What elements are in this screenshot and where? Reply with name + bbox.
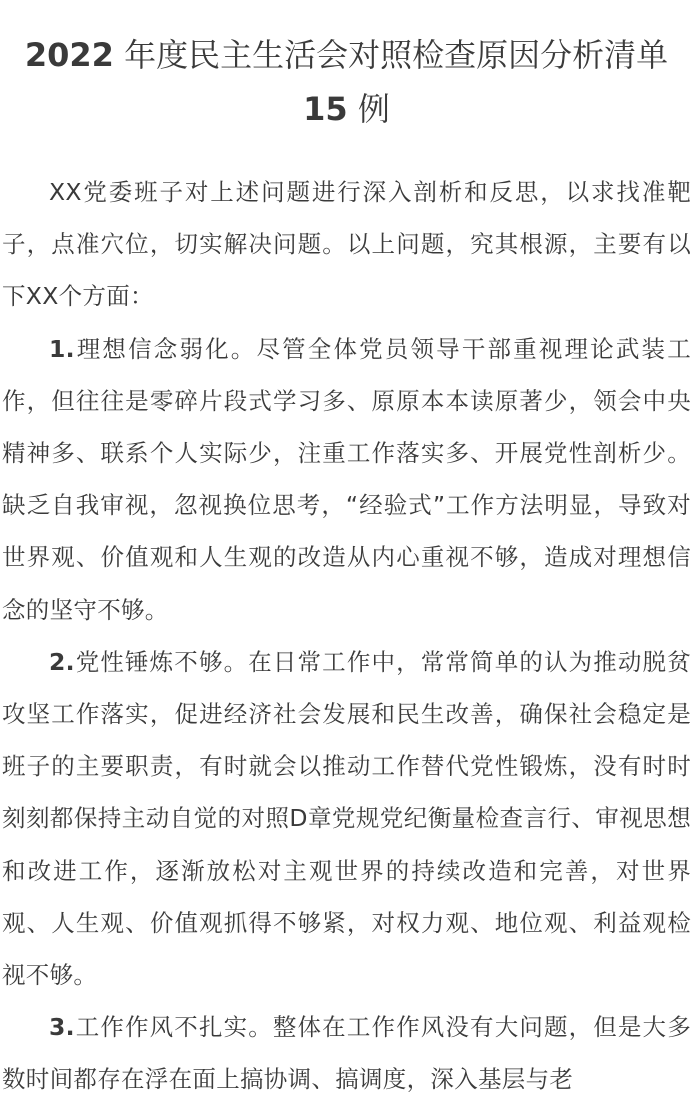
reason-number: 2.: [49, 647, 75, 676]
title-text: 年度民主生活会对照检查原因分析清单: [124, 36, 669, 74]
reason-text: 党性锤炼不够。在日常工作中，常常简单的认为推动脱贫攻坚工作落实，促进经济社会发展和民生改善，确保社会稳定是班子的主要职责，有时就会以推动工作替代党性锻炼，没有时时刻刻都保持主动自觉的对照D章党规党纪衡量检查言行、审视思想和改进工作，逐渐放松对主观世界的持续改造和完善，对世界观、人生观、价值观抓得不够紧，对权力观、地位观、利益观检视不够。: [2, 647, 691, 990]
title-year: 2022: [24, 36, 114, 74]
intro-paragraph: XX党委班子对上述问题进行深入剖析和反思，以求找准靶子，点准穴位，切实解决问题。以上问题，究其根源，主要有以下XX个方面：: [2, 178, 691, 311]
document-body: [0, 166, 693, 1097]
reason-item-2: [2, 636, 691, 1001]
document-title: [0, 0, 693, 136]
reason-text: 工作作风不扎实。整体在工作作风没有大问题，但是大多数时间都存在浮在面上搞协调、搞调度，深入基层与老: [2, 1013, 691, 1094]
title-suffix: 例: [357, 90, 390, 128]
reason-number: 3.: [49, 1013, 75, 1042]
reason-text: 理想信念弱化。尽管全体党员领导干部重视理论武装工作，但往往是零碎片段式学习多、原原本本读原著少，领会中央精神多、联系个人实际少，注重工作落实多、开展党性剖析少。缺乏自我审视，忽视换位思考，“经验式”工作方法明显，导致对世界观、价值观和人生观的改造从内心重视不够，造成对理想信念的坚守不够。: [2, 334, 691, 624]
reason-item-1: [2, 323, 691, 636]
title-count: 15: [303, 90, 348, 128]
reason-number: 1.: [49, 334, 75, 363]
reason-item-3: [2, 1001, 691, 1097]
